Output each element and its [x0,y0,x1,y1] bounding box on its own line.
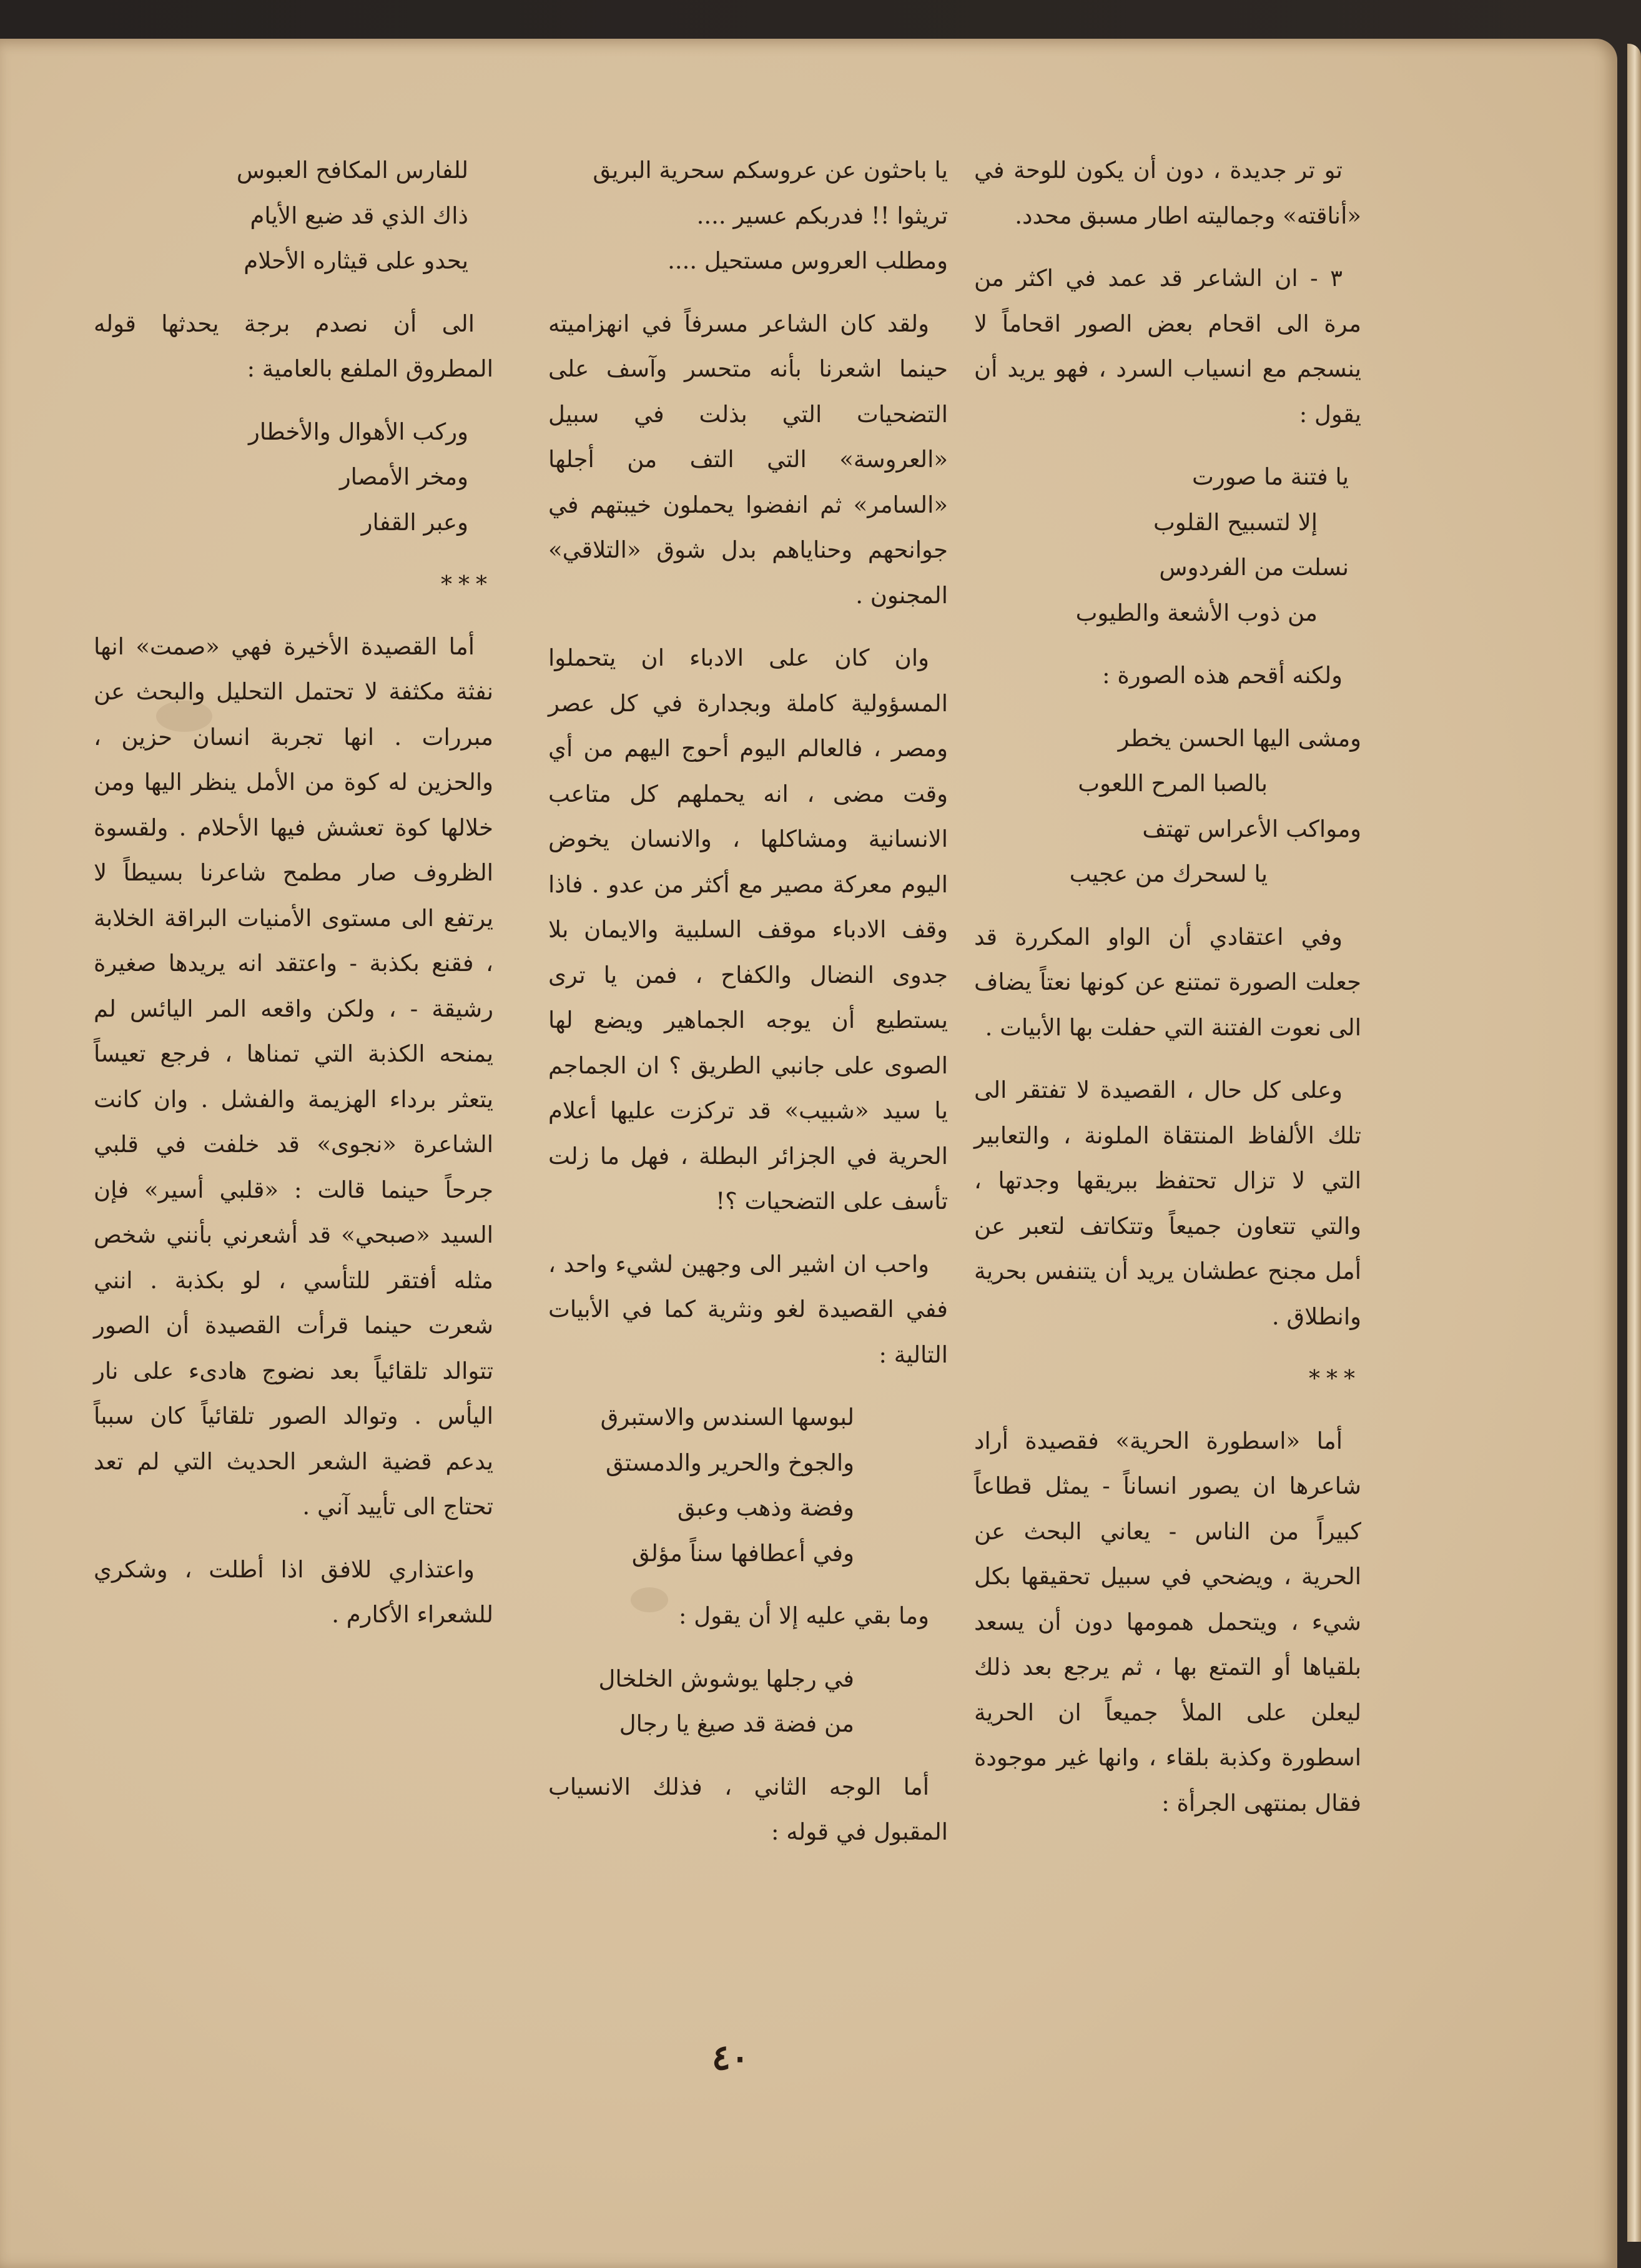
verse-line: يا لسحرك من عجيب [1069,860,1268,887]
column-middle [548,148,948,1873]
page-edge [1627,44,1641,2242]
verse-line: ومواكب الأعراس تهتف [1142,815,1361,842]
paragraph: تو تر جديدة ، دون أن يكون للوحة في «أناقته» وجماليته اطار مسبق محدد. [974,157,1361,229]
column-right [974,148,1361,1843]
verse-line: ومشى اليها الحسن يخطر [1118,724,1361,752]
paragraph: أما «اسطورة الحرية» فقصيدة أراد شاعرها ان يصور انساناً - يمثل قطاعاً كبيراً من الناس - يعاني البحث عن الحرية ، ويضحي في سبيل تحقيقها بكل شيء ، ويتحمل همومها دون أن يسعد بلقياها أو التمتع بها ، ثم يرجع بعد ذلك ليعلن على الملأ جميعاً ان الحرية اسطورة وكذبة بلقاء ، وانها غير موجودة فقال بمنتهى الجرأة : [974,1427,1361,1817]
verse-line: تريثوا !! فدربكم عسير .... [696,202,948,229]
magazine-page [0,39,1617,2268]
verse-block [974,716,1361,897]
verse-line: وفي أعطافها سناً مؤلق [631,1539,854,1567]
verse-line: ومطلب العروس مستحيل .... [668,247,948,274]
verse-line: يحدو على قيثاره الأحلام [244,247,468,274]
paragraph: واحب ان اشير الى وجهين لشيء واحد ، ففي القصيدة لغو ونثرية كما في الأبيات التالية : [548,1250,948,1368]
verse-line: من فضة قد صيغ يا رجال [619,1710,854,1737]
verse-line: نسلت من الفردوس [1159,554,1349,581]
verse-line: وفضة وذهب وعبق [677,1494,854,1521]
section-separator: *** [1309,1366,1361,1392]
section-separator: *** [441,572,493,598]
verse-line: لبوسها السندس والاستبرق [600,1404,854,1431]
paragraph: أما الوجه الثاني ، فذلك الانسياب المقبول في قوله : [548,1773,948,1845]
paragraph: ولقد كان الشاعر مسرفاً في انهزاميته حينما اشعرنا بأنه متحسر وآسف على التضحيات التي بذلت في سبيل «العروسة» التي التف من أجلها «السامر» ثم انفضوا يحملون خيبتهم في جوانحهم وحناياهم بدل شوق «التلاقي» المجنون . [548,310,948,609]
paragraph: وما بقي عليه إلا أن يقول : [678,1602,929,1629]
verse-line: بالصبا المرح اللعوب [1078,770,1268,797]
paragraph: وفي اعتقادي أن الواو المكررة قد جعلت الصورة تمتنع عن كونها نعتاً يضاف الى نعوت الفتنة التي حفلت بها الأبيات . [974,923,1361,1041]
verse-line: ذاك الذي قد ضيع الأيام [250,202,468,229]
paragraph: ٣ - ان الشاعر قد عمد في اكثر من مرة الى اقحام بعض الصور اقحاماً لا ينسجم مع انسياب السرد ، فهو يريد أن يقول : [974,265,1361,428]
verse-block [548,1657,948,1747]
verse-block [548,148,948,284]
column-left [94,148,493,1655]
verse-line: في رجلها يوشوش الخلخال [598,1665,854,1692]
verse-line: إلا لتسبيح القلوب [1153,508,1318,536]
paragraph: الى أن نصدم برجة يحدثها قوله المطروق الملفع بالعامية : [94,310,493,382]
verse-line: يا فتنة ما صورت [1191,463,1349,490]
page-number: ٤٠ [711,2037,750,2078]
verse-line: من ذوب الأشعة والطيوب [1075,599,1318,626]
verse-line: ومخر الأمصار [339,463,468,490]
paragraph: أما القصيدة الأخيرة فهي «صمت» انها نفثة مكثفة لا تحتمل التحليل والبحث عن مبررات . انها تجربة انسان حزين ، والحزين له كوة من الأمل ينظر اليها ومن خلالها كوة تعشش فيها الأحلام . ولقسوة الظروف صار مطمح شاعرنا بسيطاً لا يرتفع الى مستوى الأمنيات البراقة الخلابة ، فقنع بكذبة - واعتقد انه يريدها صغيرة رشيقة - ، ولكن واقعه المر اليائس لم يمنحه الكذبة التي تمناها ، فرجع تعيساً يتعثر برداء الهزيمة والفشل . وان كانت الشاعرة «نجوى» قد خلفت في قلبي جرحاً حينما قالت : «قلبي أسير» فإن السيد «صبحي» قد أشعرني بأنني شخص مثله أفتقر للتأسي ، لو بكذبة . انني شعرت حينما قرأت القصيدة أن الصور تتوالد تلقائياً بعد نضوج هادىء على نار اليأس . وتوالد الصور تلقائياً كان سبباً يدعم قضية الشعر الحديث التي لم تعد تحتاج الى تأييد آني . [94,633,493,1520]
verse-line: وعبر القفار [361,508,468,536]
paragraph: وان كان على الادباء ان يتحملوا المسؤولية كاملة وبجدارة في كل عصر ومصر ، فالعالم اليوم أحوج اليهم من أي وقت مضى ، انه يحملهم كل متاعب الانسانية ومشاكلها ، والانسان يخوض اليوم معركة مصير مع أكثر من عدو . فاذا وقف الادباء موقف السلبية والايمان بلا جدوى النضال والكفاح ، فمن يا ترى يستطيع أن يوجه الجماهير ويضع لها الصوى على جانبي الطريق ؟ ان الجماجم يا سيد «شبيب» قد تركزت عليها أعلام الحرية في الجزائر البطلة ، فهل ما زلت تأسف على التضحيات ؟! [548,644,948,1215]
verse-block [974,455,1361,636]
verse-line: يا باحثون عن عروسكم سحرية البريق [593,157,948,184]
verse-line: والجوخ والحرير والدمستق [606,1449,854,1476]
verse-block [548,1395,948,1576]
verse-block [94,148,493,284]
paragraph: واعتذاري للافق اذا أطلت ، وشكري للشعراء الأكارم . [94,1556,493,1628]
paragraph: ولكنه أقحم هذه الصورة : [1102,662,1343,689]
verse-block [94,410,493,546]
verse-line: للفارس المكافح العبوس [236,157,468,184]
paragraph: وعلى كل حال ، القصيدة لا تفتقر الى تلك الألفاظ المنتقاة الملونة ، والتعابير التي لا تزال تحتفظ ببريقها وجدتها ، والتي تتعاون جميعاً وتتكاتف لتعبر عن أمل مجنح عطشان يريد أن يتنفس بحرية وانطلاق . [974,1077,1361,1330]
verse-line: وركب الأهوال والأخطار [249,418,468,445]
